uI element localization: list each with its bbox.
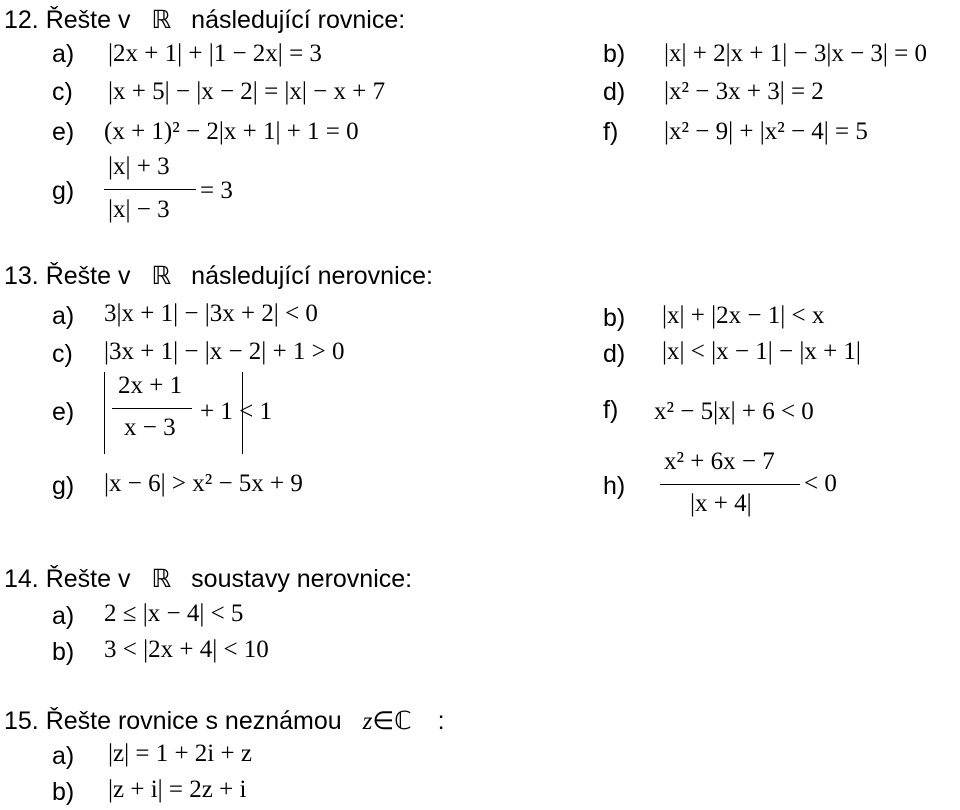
problem-15-heading	[4, 707, 445, 736]
label-13e: e)	[52, 398, 75, 426]
label-15a: a)	[52, 742, 75, 770]
fraction-13e-numerator: 2x + 1	[118, 372, 183, 399]
label-13f: f)	[603, 396, 619, 424]
fraction-bar	[112, 408, 192, 409]
equation-12f: |x² − 9| + |x² − 4| = 5	[664, 118, 868, 145]
abs-right-bar	[242, 372, 243, 454]
label-13d: d)	[603, 340, 626, 368]
equation-12e: (x + 1)² − 2|x + 1| + 1 = 0	[104, 118, 359, 145]
problem-14-heading	[4, 565, 412, 593]
inequality-13h-rhs: < 0	[804, 470, 837, 497]
heading-tail: soustavy nerovnice:	[191, 565, 413, 593]
heading-tail: následující nerovnice:	[191, 262, 433, 290]
complex-numbers-symbol: ℂ	[394, 707, 411, 735]
problem-number-heading: 12. Řešte v	[4, 6, 131, 34]
system-14b: 3 < |2x + 4| < 10	[104, 636, 269, 663]
problem-number-heading: 13. Řešte v	[4, 262, 131, 290]
label-15b: b)	[52, 778, 75, 806]
element-of-symbol: ∈	[372, 707, 395, 735]
inequality-13a: 3|x + 1| − |3x + 2| < 0	[104, 300, 318, 327]
inequality-13g: |x − 6| > x² − 5x + 9	[104, 470, 303, 497]
problem-number-heading: 14. Řešte v	[4, 565, 131, 593]
equation-12c: |x + 5| − |x − 2| = |x| − x + 7	[108, 78, 386, 105]
heading-tail: následující rovnice:	[191, 6, 406, 34]
label-13h: h)	[603, 472, 626, 500]
label-14b: b)	[52, 638, 75, 666]
real-numbers-symbol: ℝ	[151, 6, 171, 34]
fraction-13h-numerator: x² + 6x − 7	[664, 448, 775, 475]
inequality-13b: |x| + |2x − 1| < x	[662, 302, 825, 329]
problem-13-heading	[4, 262, 433, 290]
fraction-12g-numerator: |x| + 3	[108, 153, 170, 180]
fraction-12g-denominator: |x| − 3	[108, 196, 170, 223]
heading-colon: :	[437, 707, 445, 735]
inequality-13c: |3x + 1| − |x − 2| + 1 > 0	[104, 338, 345, 365]
label-12e: e)	[52, 118, 75, 146]
fraction-bar	[104, 189, 196, 190]
equation-15a: |z| = 1 + 2i + z	[108, 740, 252, 767]
real-numbers-symbol: ℝ	[151, 565, 171, 593]
equation-15b: |z + i| = 2z + i	[108, 776, 247, 803]
fraction-13h-denominator: |x + 4|	[690, 490, 752, 517]
abs-left-bar	[104, 372, 105, 454]
equation-12d: |x² − 3x + 3| = 2	[664, 78, 824, 105]
label-13c: c)	[52, 340, 73, 368]
label-13g: g)	[52, 472, 75, 500]
label-12a: a)	[52, 40, 75, 68]
inequality-13d: |x| < |x − 1| − |x + 1|	[662, 338, 861, 365]
inequality-13e-rest: + 1 < 1	[200, 398, 272, 425]
label-12d: d)	[603, 78, 626, 106]
fraction-13e-denominator: x − 3	[124, 414, 176, 441]
label-12f: f)	[603, 118, 619, 146]
inequality-13e-rest-a	[200, 398, 272, 426]
equation-12b: |x| + 2|x + 1| − 3|x − 3| = 0	[664, 40, 928, 67]
label-12g: g)	[52, 177, 75, 205]
problem-12-heading	[4, 6, 405, 34]
label-12c: c)	[52, 78, 73, 106]
variable-z: z	[362, 708, 373, 735]
label-13a: a)	[52, 302, 75, 330]
real-numbers-symbol: ℝ	[151, 262, 171, 290]
label-12b: b)	[603, 40, 626, 68]
equation-12g-rhs: = 3	[200, 177, 233, 204]
label-14a: a)	[52, 602, 75, 630]
fraction-bar	[660, 484, 800, 485]
system-14a: 2 ≤ |x − 4| < 5	[104, 600, 244, 627]
label-13b: b)	[603, 304, 626, 332]
problem-number-heading: 15. Řešte rovnice s neznámou	[4, 707, 342, 735]
equation-12a: |2x + 1| + |1 − 2x| = 3	[108, 40, 322, 67]
inequality-13f: x² − 5|x| + 6 < 0	[654, 398, 814, 425]
